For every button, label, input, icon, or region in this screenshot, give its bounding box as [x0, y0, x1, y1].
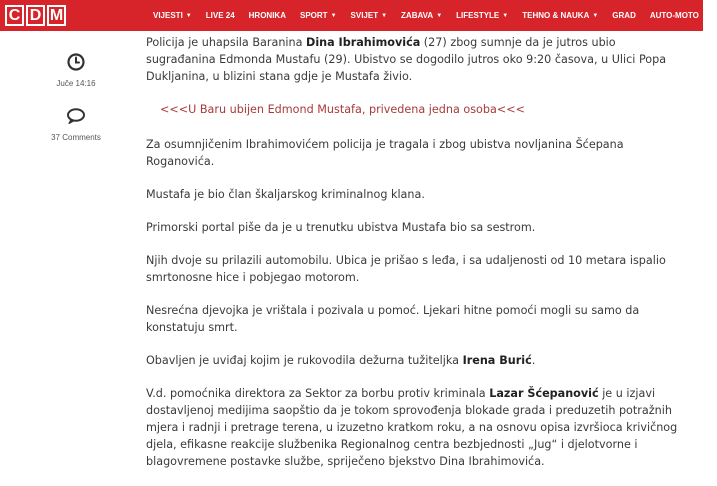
chevron-down-icon: ▼ [701, 12, 708, 19]
nav-item-vijesti[interactable]: VIJESTI ▼ [153, 11, 192, 20]
publish-time [56, 52, 95, 88]
paragraph: Obavljen je uviđaj kojim je rukovodila dežurna tužiteljka Irena Burić. [146, 354, 536, 367]
logo-letter-c: C [5, 5, 24, 26]
chevron-down-icon: ▼ [592, 12, 599, 19]
comments-icon [66, 106, 86, 126]
nav-item-auto-moto[interactable]: AUTO-MOTO ▼ [649, 11, 708, 20]
paragraph: Za osumnjičenim Ibrahimovićem policija je tragala i zbog ubistva novljanina Šćepana Roganovića. [146, 138, 624, 168]
nav-item-grad[interactable]: GRAD [612, 11, 636, 20]
chevron-down-icon: ▼ [436, 12, 443, 19]
nav-item-lifestyle[interactable]: LIFESTYLE ▼ [456, 11, 509, 20]
nav-item-sport[interactable]: SPORT ▼ [300, 11, 337, 20]
related-article [146, 101, 686, 118]
paragraph: Mustafa je bio član škaljarskog kriminalnog klana. [146, 188, 425, 201]
nav-item-hronika[interactable]: HRONIKA [248, 11, 286, 20]
chevron-down-icon: ▼ [330, 12, 337, 19]
logo-letter-d: D [26, 5, 45, 26]
logo-letter-m: M [47, 5, 66, 26]
paragraph: Nesrećna djevojka je vrištala i pozivala u pomoć. Ljekari hitne pomoći mogli su samo da konstatuju smrt. [146, 304, 640, 334]
paragraph: Njih dvoje su prilazili automobilu. Ubica je prišao s leđa, i sa udaljenosti od 10 metara ispalio smrtonosne hice i pobjegao motorom. [146, 254, 666, 284]
person-name: Lazar Šćepanović [489, 387, 599, 400]
site-logo[interactable] [5, 3, 66, 28]
comments-count[interactable] [51, 106, 101, 142]
chevron-down-icon: ▼ [502, 12, 509, 19]
person-name: Irena Burić [462, 354, 532, 367]
article-body [146, 34, 686, 486]
person-name: Dina Ibrahimovića [306, 36, 421, 49]
paragraph: V.d. pomoćnika direktora za Sektor za borbu protiv kriminala Lazar Šćepanović je u izjavi dostavljenoj medijima saopštio da je tokom sprovođenja blokade grada i preduzetih potražnih mjera i radnji i pretrage terena, u izuzetno kratkom roku, a na osnovu opisa izvršioca krivičnog djela, efikasne reakcije službenika Regionalnog centra bezbjednosti „Jug“ i djelotvorne i blagovremene postavke službe, spriječeno bjekstvo Dina Ibrahimovića. [146, 387, 678, 468]
paragraph: Primorski portal piše da je u trenutku ubistva Mustafa bio sa sestrom. [146, 221, 536, 234]
top-navigation-bar [0, 0, 708, 31]
nav-item-zabava[interactable]: ZABAVA ▼ [401, 11, 443, 20]
related-article-link[interactable]: <<<U Baru ubijen Edmond Mustafa, privedena jedna osoba<<< [160, 103, 525, 116]
nav-item-tehno-nauka[interactable]: TEHNO & NAUKA ▼ [522, 11, 599, 20]
comments-count-text[interactable]: 37 Comments [51, 133, 101, 142]
nav-item-live-24[interactable]: LIVE 24 [205, 11, 235, 20]
main-menu [148, 0, 717, 31]
article-meta [40, 52, 112, 142]
chevron-down-icon: ▼ [381, 12, 388, 19]
paragraph: Policija je uhapsila Baranina Dina Ibrahimovića (27) zbog sumnje da je jutros ubio sugrađanina Edmonda Mustafu (29). Ubistvo se dogodilo jutros oko 9:20 časova, u Ulici Popa Dukljanina, u blizini stana gdje je Mustafa živio. [146, 36, 667, 83]
clock-icon [66, 52, 86, 72]
chevron-down-icon: ▼ [185, 12, 192, 19]
publish-time-text: Juče 14:16 [56, 79, 96, 88]
nav-item-svijet[interactable]: SVIJET ▼ [350, 11, 388, 20]
